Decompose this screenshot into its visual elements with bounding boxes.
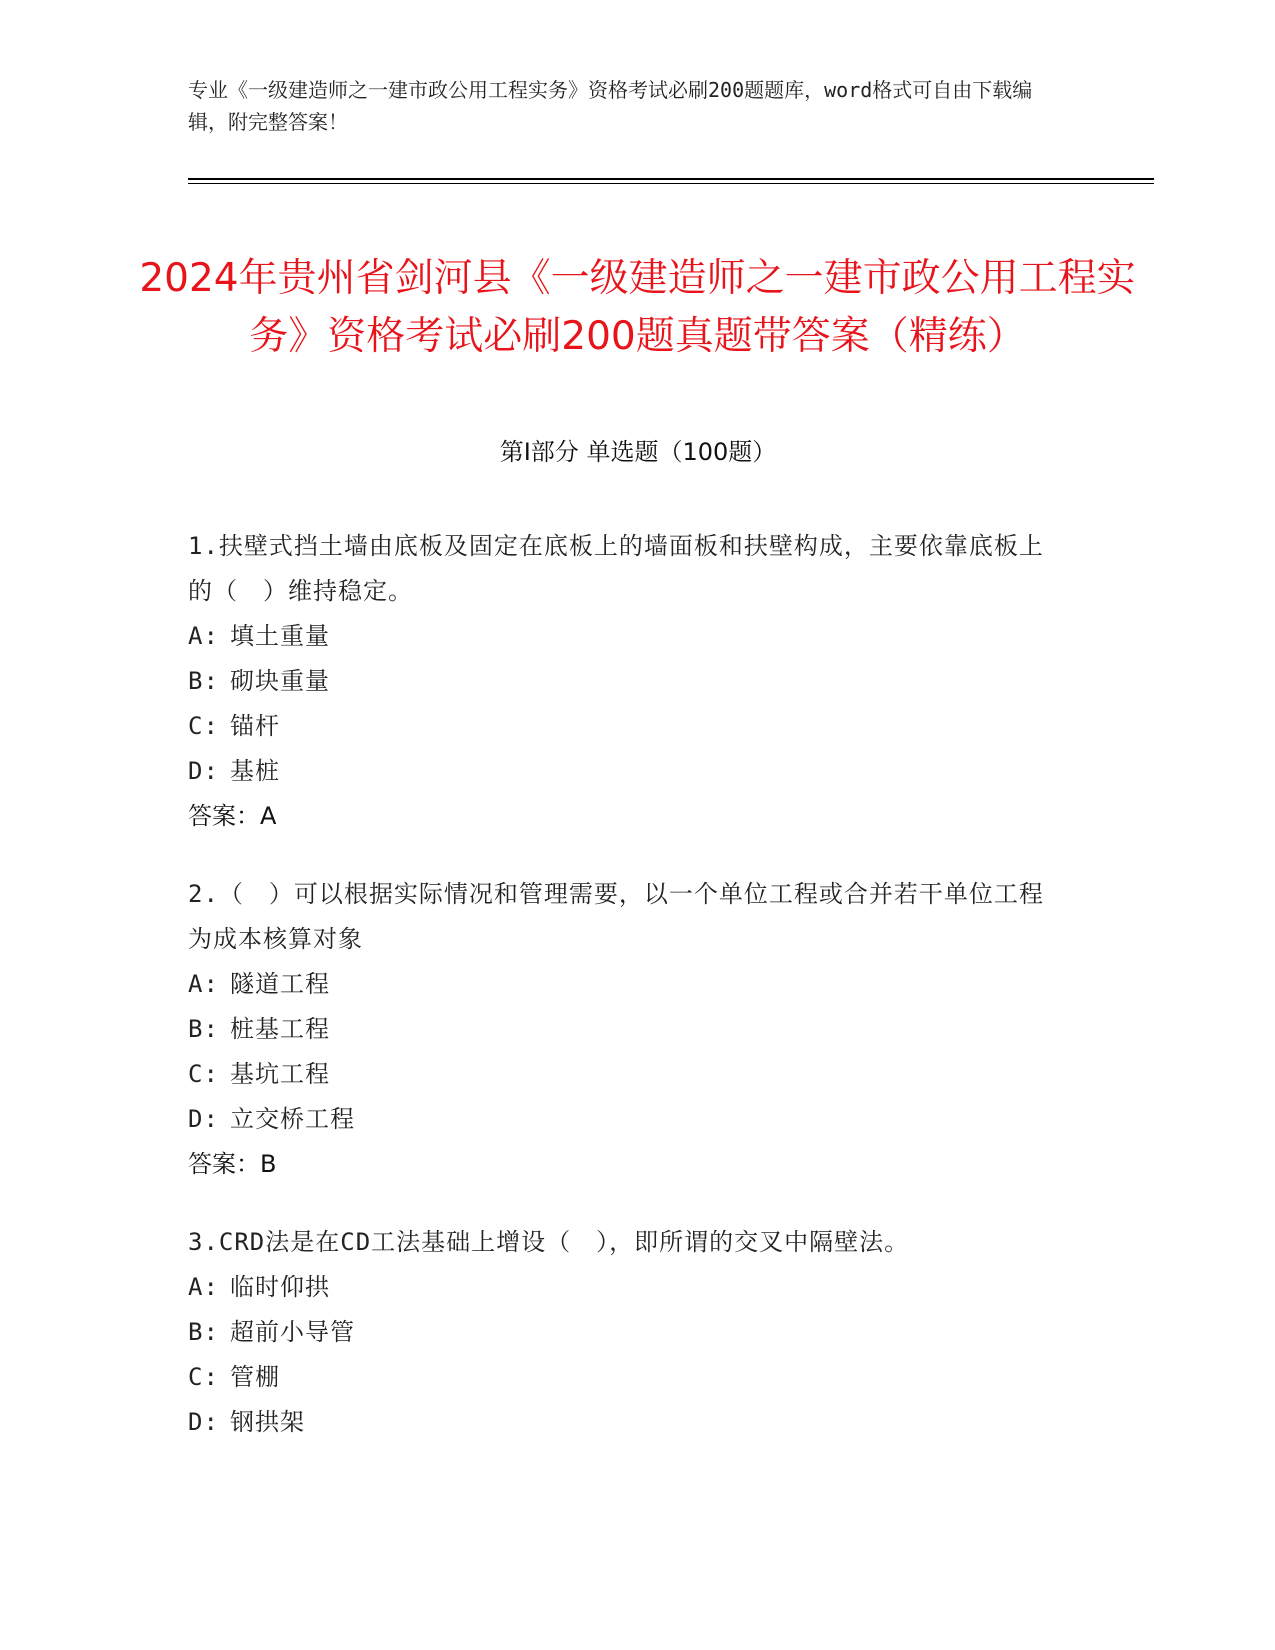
option-text: 基坑工程 [230, 1060, 330, 1088]
option-key: A: [188, 970, 219, 998]
option-a [188, 1265, 1068, 1310]
option-b [188, 1310, 1068, 1355]
answer-line: 答案：A [188, 802, 277, 830]
option-a [188, 962, 1068, 1007]
option-key: D: [188, 1408, 219, 1436]
option-key: D: [188, 757, 219, 785]
option-d [188, 1400, 1068, 1445]
option-key: A: [188, 1273, 219, 1301]
question-2 [188, 872, 1068, 1187]
option-text: 超前小导管 [230, 1318, 355, 1346]
option-text: 桩基工程 [230, 1015, 330, 1043]
option-c [188, 1355, 1068, 1400]
option-key: B: [188, 667, 219, 695]
question-3 [188, 1220, 1068, 1445]
option-text: 管棚 [230, 1363, 280, 1391]
option-key: D: [188, 1105, 219, 1133]
option-d [188, 1097, 1068, 1142]
question-stem: 2.（ ）可以根据实际情况和管理需要，以一个单位工程或合并若干单位工程为成本核算对象 [188, 880, 1044, 953]
header-note: 专业《一级建造师之一建市政公用工程实务》资格考试必刷200题题库，word格式可自由下载编辑，附完整答案！ [188, 78, 1033, 134]
option-text: 立交桥工程 [230, 1105, 355, 1133]
option-text: 锚杆 [230, 712, 280, 740]
option-key: B: [188, 1318, 219, 1346]
option-a [188, 614, 1068, 659]
option-text: 隧道工程 [230, 970, 330, 998]
option-b [188, 1007, 1068, 1052]
question-list [188, 524, 1068, 1478]
option-b [188, 659, 1068, 704]
document-title: 2024年贵州省剑河县《一级建造师之一建市政公用工程实务》资格考试必刷200题真题带答案（精练） [139, 256, 1136, 360]
option-key: C: [188, 1363, 219, 1391]
question-stem: 1.扶壁式挡土墙由底板及固定在底板上的墙面板和扶壁构成，主要依靠底板上的（ ）维持稳定。 [188, 532, 1044, 605]
option-key: C: [188, 712, 219, 740]
header-divider-thick [188, 178, 1154, 180]
option-c [188, 1052, 1068, 1097]
option-text: 基桩 [230, 757, 280, 785]
option-text: 填土重量 [230, 622, 330, 650]
section-title: 第I部分 单选题（100题） [499, 438, 777, 466]
answer-line: 答案：B [188, 1150, 277, 1178]
option-key: A: [188, 622, 219, 650]
option-text: 临时仰拱 [230, 1273, 330, 1301]
question-1 [188, 524, 1068, 839]
header-divider-thin [188, 183, 1154, 184]
option-text: 砌块重量 [230, 667, 330, 695]
option-text: 钢拱架 [230, 1408, 305, 1436]
option-c [188, 704, 1068, 749]
option-d [188, 749, 1068, 794]
option-key: B: [188, 1015, 219, 1043]
question-stem: 3.CRD法是在CD工法基础上增设（ ），即所谓的交叉中隔壁法。 [188, 1228, 910, 1256]
option-key: C: [188, 1060, 219, 1088]
